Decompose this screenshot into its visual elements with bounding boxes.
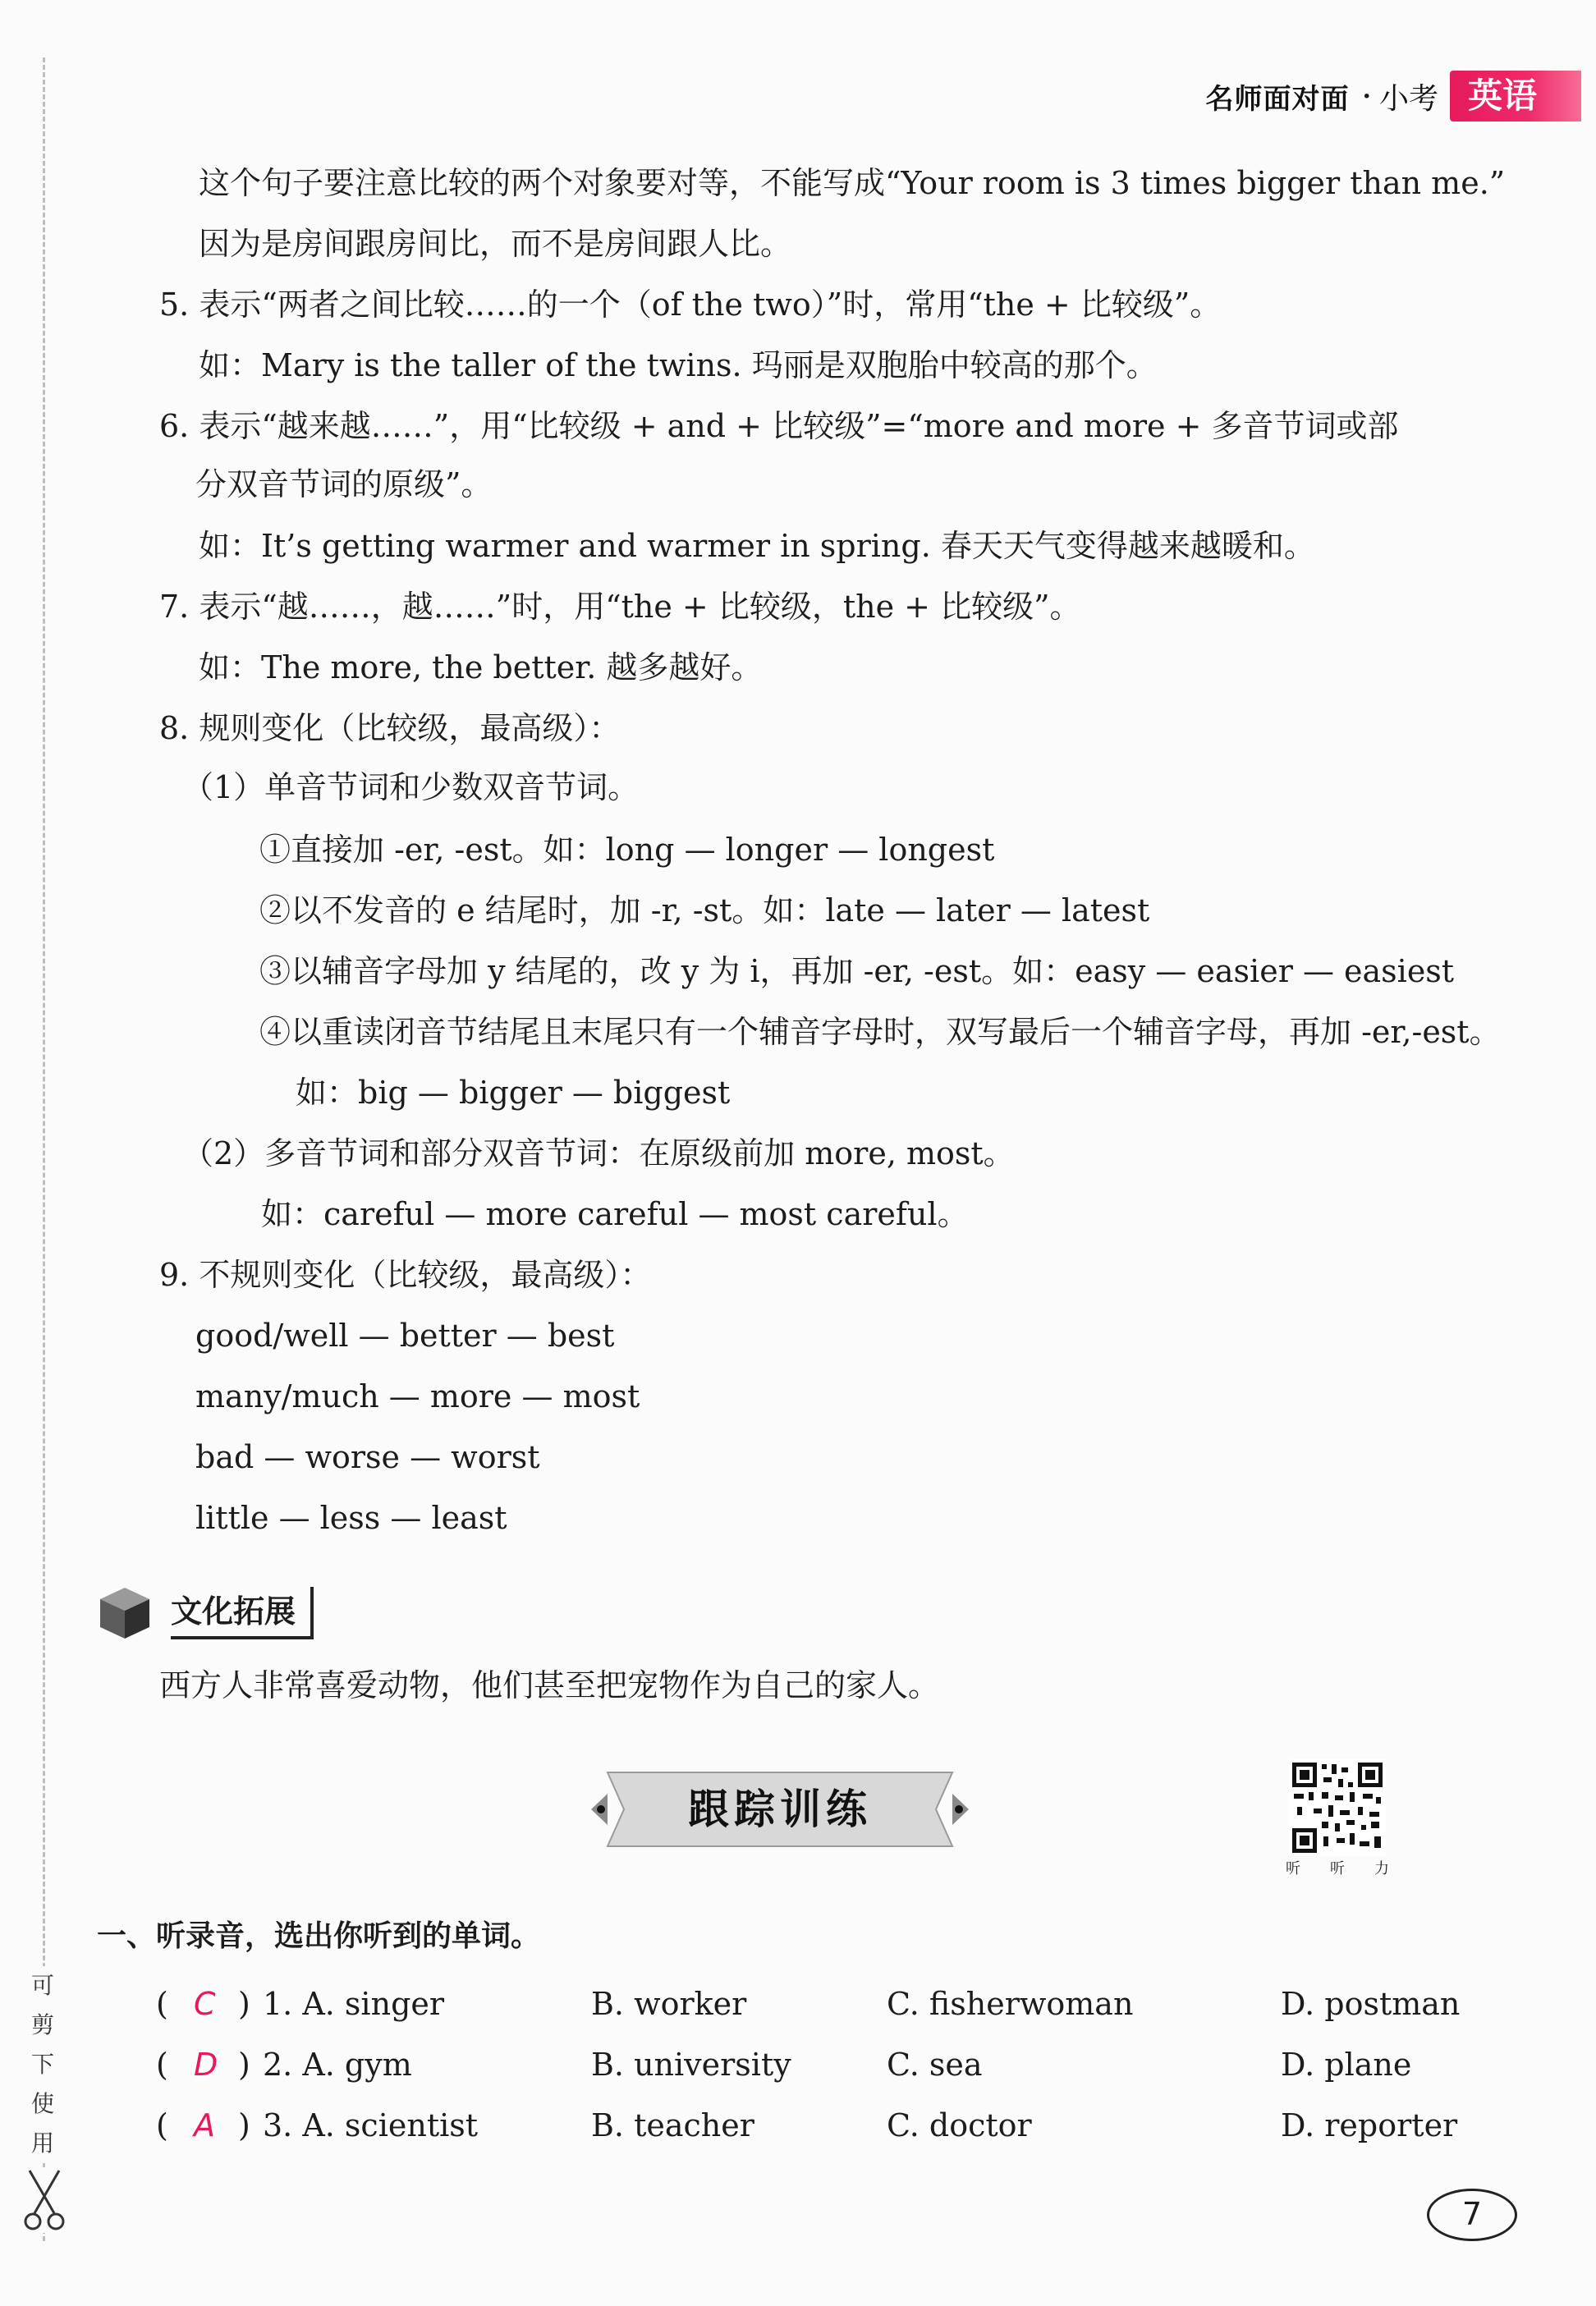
culture-title: 文化拓展 <box>171 1587 314 1639</box>
header-separator: · <box>1362 81 1371 111</box>
answer-mark[interactable]: D <box>194 2047 218 2083</box>
option-b: B. university <box>591 2047 791 2083</box>
page-number: 7 <box>1427 2189 1517 2241</box>
text-line: 这个句子要注意比较的两个对象要对等，不能写成“Your room is 3 times bigger than me.” <box>199 165 1506 201</box>
option-b: B. worker <box>591 1986 747 2022</box>
paren-close: ) <box>238 1986 250 2022</box>
text-line: ②以不发音的 e 结尾时，加 -r, -st。如：late — later — latest <box>259 892 1150 928</box>
text-line: ①直接加 -er, -est。如：long — longer — longest <box>259 832 995 868</box>
text-line: （2）多音节词和部分双音节词：在原级前加 more, most。 <box>182 1135 1015 1171</box>
practice-banner <box>591 1769 969 1850</box>
question-row <box>156 1983 1552 2024</box>
text-line: 如：It’s getting warmer and warmer in spring. 春天天气变得越来越暖和。 <box>199 528 1315 564</box>
cube-icon <box>97 1584 153 1642</box>
cut-char: 用 <box>30 2129 54 2157</box>
text-line: （1）单音节词和少数双音节词。 <box>182 769 640 805</box>
banner-title: 跟踪训练 <box>688 1786 872 1833</box>
section-heading: 一、听录音，选出你听到的单词。 <box>97 1919 541 1953</box>
text-line: 5. 表示“两者之间比较……的一个（of the two）”时，常用“the + 比较级”。 <box>159 287 1222 323</box>
question-row <box>156 2044 1552 2085</box>
culture-text: 西方人非常喜爱动物，他们甚至把宠物作为自己的家人。 <box>159 1667 940 1703</box>
cut-char: 下 <box>30 2051 54 2078</box>
option-d: D. reporter <box>1281 2107 1458 2143</box>
option-c: C. sea <box>887 2047 983 2083</box>
text-line: ④以重读闭音节结尾且末尾只有一个辅音字母时，双写最后一个辅音字母，再加 -er,-est。 <box>259 1014 1501 1050</box>
answer-mark[interactable]: A <box>194 2107 215 2143</box>
answer-mark[interactable]: C <box>194 1986 216 2022</box>
cut-char: 剪 <box>30 2011 54 2038</box>
option-c: C. doctor <box>887 2107 1032 2143</box>
paren-open: ( <box>156 2107 168 2143</box>
option-a: 3. A. scientist <box>263 2107 479 2143</box>
text-line: ③以辅音字母加 y 结尾的，改 y 为 i，再加 -er, -est。如：easy — easier — easiest <box>259 953 1455 989</box>
paren-close: ) <box>238 2107 250 2143</box>
text-line: 如：careful — more careful — most careful。 <box>261 1196 969 1232</box>
paren-open: ( <box>156 1986 168 2022</box>
text-line: 9. 不规则变化（比较级，最高级）： <box>159 1257 652 1293</box>
text-line: 7. 表示“越……，越……”时，用“the + 比较级，the + 比较级”。 <box>159 589 1081 625</box>
cut-line <box>43 57 45 2241</box>
subject-tag: 英语 <box>1450 71 1581 121</box>
option-c: C. fisherwoman <box>887 1986 1134 2022</box>
option-b: B. teacher <box>591 2107 754 2143</box>
text-line: good/well — better — best <box>195 1318 615 1354</box>
cut-instruction <box>26 1966 59 2163</box>
cut-char: 可 <box>30 1972 54 1999</box>
text-line: 6. 表示“越来越……”，用“比较级 + and + 比较级”=“more and more + 多音节词或部 <box>159 408 1399 444</box>
paren-close: ) <box>238 2047 250 2083</box>
qr-label-char: 听 <box>1330 1860 1345 1877</box>
qr-code-icon <box>1289 1759 1386 1856</box>
text-line: 如：The more, the better. 越多越好。 <box>199 649 763 685</box>
text-line: little — less — least <box>195 1500 507 1536</box>
text-line: 如：Mary is the taller of the twins. 玛丽是双胞胎中较高的那个。 <box>199 347 1158 383</box>
scissors-icon <box>21 2167 67 2233</box>
text-line: many/much — more — most <box>195 1378 640 1414</box>
text-line: 8. 规则变化（比较级，最高级）： <box>159 710 621 746</box>
text-line: 如：big — bigger — biggest <box>296 1075 731 1111</box>
level-label: 小考 <box>1378 81 1438 116</box>
page-header <box>1206 71 1581 121</box>
option-a: 2. A. gym <box>263 2047 412 2083</box>
qr-label-char: 听 <box>1286 1860 1300 1877</box>
question-row <box>156 2105 1552 2146</box>
option-a: 1. A. singer <box>263 1986 445 2022</box>
qr-label-char: 力 <box>1374 1860 1389 1877</box>
text-line: 因为是房间跟房间比，而不是房间跟人比。 <box>199 226 792 262</box>
paren-open: ( <box>156 2047 168 2083</box>
option-d: D. plane <box>1281 2047 1412 2083</box>
qr-label <box>1286 1857 1389 1878</box>
text-line: bad — worse — worst <box>195 1439 540 1475</box>
cut-char: 使 <box>30 2090 54 2117</box>
brand-name: 名师面对面 <box>1205 82 1350 116</box>
text-line: 分双音节词的原级”。 <box>195 466 493 502</box>
option-d: D. postman <box>1281 1986 1461 2022</box>
culture-heading <box>97 1580 314 1646</box>
